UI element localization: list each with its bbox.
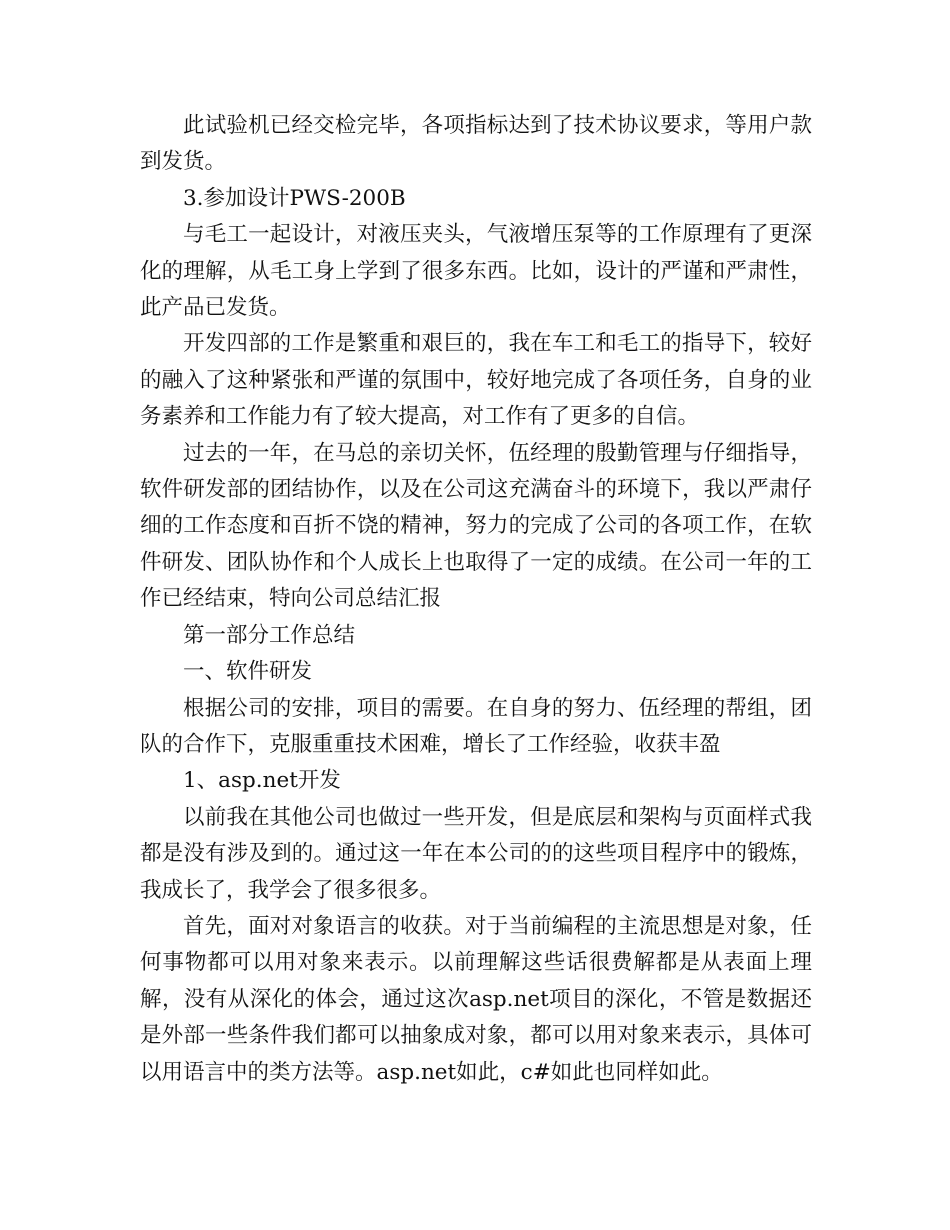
- paragraph: 此试验机已经交检完毕，各项指标达到了技术协议要求，等用户款到发货。: [140, 113, 812, 175]
- section-heading: 第一部分工作总结: [183, 622, 356, 648]
- section-heading: 一、软件研发: [183, 659, 313, 685]
- document-body: [140, 108, 812, 1091]
- paragraph: 根据公司的安排，项目的需要。在自身的努力、伍经理的帮组，团队的合作下，克服重重技术困难，增长了工作经验，收获丰盈: [140, 695, 812, 757]
- paragraph: 首先，面对对象语言的收获。对于当前编程的主流思想是对象，任何事物都可以用对象来表示。以前理解这些话很费解都是从表面上理解，没有从深化的体会，通过这次asp.net项目的深化，不管是数据还是外部一些条件我们都可以抽象成对象，都可以用对象来表示，具体可以用语言中的类方法等。asp.net如此，c#如此也同样如此。: [140, 913, 812, 1085]
- paragraph: 与毛工一起设计，对液压夹头，气液增压泵等的工作原理有了更深化的理解，从毛工身上学到了很多东西。比如，设计的严谨和严肃性，此产品已发货。: [140, 222, 812, 321]
- paragraph: 以前我在其他公司也做过一些开发，但是底层和架构与页面样式我都是没有涉及到的。通过这一年在本公司的的这些项目程序中的锻炼，我成长了，我学会了很多很多。: [140, 804, 812, 903]
- paragraph: 过去的一年，在马总的亲切关怀，伍经理的殷勤管理与仔细指导，软件研发部的团结协作，以及在公司这充满奋斗的环境下，我以严肃仔细的工作态度和百折不饶的精神，努力的完成了公司的各项工作，在软件研发、团队协作和个人成长上也取得了一定的成绩。在公司一年的工作已经结束，特向公司总结汇报: [140, 440, 812, 612]
- paragraph: 开发四部的工作是繁重和艰巨的，我在车工和毛工的指导下，较好的融入了这种紧张和严谨的氛围中，较好地完成了各项任务，自身的业务素养和工作能力有了较大提高，对工作有了更多的自信。: [140, 331, 812, 430]
- section-heading: 3.参加设计PWS-200B: [183, 185, 406, 211]
- section-heading: 1、asp.net开发: [183, 768, 341, 794]
